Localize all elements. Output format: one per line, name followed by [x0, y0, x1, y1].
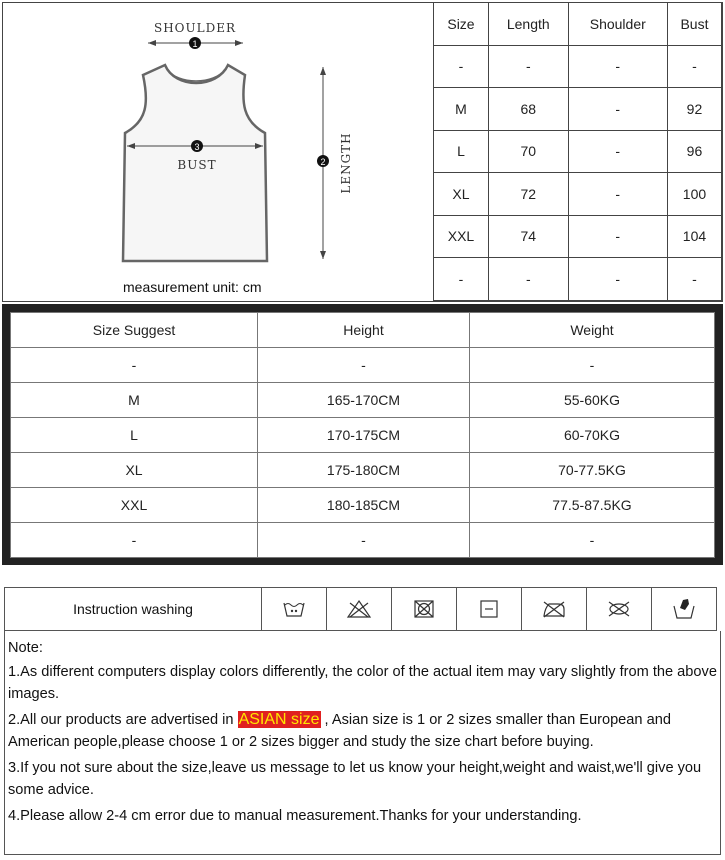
iron-low-icon	[522, 588, 587, 631]
table-row	[434, 45, 722, 88]
size-measurement-table	[433, 2, 722, 301]
header-size-suggest: Size Suggest	[11, 313, 258, 348]
table-row	[11, 488, 715, 523]
table-cell: -	[568, 173, 667, 216]
do-not-bleach-icon	[327, 588, 392, 631]
svg-text:1: 1	[192, 39, 198, 49]
table-row	[11, 453, 715, 488]
table-cell: L	[434, 130, 489, 173]
bust-label: BUST	[177, 158, 217, 172]
table-cell: -	[470, 523, 715, 558]
table-cell: 180-185CM	[258, 488, 470, 523]
table-cell: -	[434, 258, 489, 301]
svg-text:2: 2	[320, 157, 326, 167]
table-cell: -	[434, 45, 489, 88]
table-row	[11, 523, 715, 558]
table-header-row	[11, 313, 715, 348]
garment-illustration	[3, 3, 433, 283]
note-4: 4.Please allow 2-4 cm error due to manual measurement.Thanks for your understanding.	[8, 808, 582, 824]
table-cell: -	[568, 258, 667, 301]
table-cell: -	[568, 45, 667, 88]
table-cell: XXL	[11, 488, 258, 523]
table-cell: -	[568, 88, 667, 131]
table-cell: 74	[488, 215, 568, 258]
table-cell: -	[258, 348, 470, 383]
table-cell: -	[470, 348, 715, 383]
table-cell: XL	[434, 173, 489, 216]
measurement-unit: measurement unit: cm	[123, 279, 262, 295]
header-weight: Weight	[470, 313, 715, 348]
note-3: 3.If you not sure about the size,leave us message to let us know your height,weight and waist,we'll give you some advice.	[8, 760, 702, 798]
table-cell: XXL	[434, 215, 489, 258]
header-length: Length	[488, 3, 568, 46]
note-2-continued: American people,please choose 1 or 2 sizes bigger and study the size chart before buying.	[8, 734, 594, 750]
table-cell: -	[488, 45, 568, 88]
table-cell: 104	[667, 215, 721, 258]
table-row	[434, 173, 722, 216]
table-cell: -	[258, 523, 470, 558]
table-cell: -	[568, 130, 667, 173]
asian-size-highlight: ASIAN size	[238, 711, 320, 728]
shoulder-label: SHOULDER	[153, 21, 237, 35]
table-cell: 165-170CM	[258, 383, 470, 418]
table-cell: M	[11, 383, 258, 418]
washing-instructions	[4, 587, 717, 631]
table-cell: -	[667, 45, 721, 88]
header-shoulder: Shoulder	[568, 3, 667, 46]
notes-title: Note:	[8, 640, 43, 656]
note-2: 2.All our products are advertised in ASIAN size , Asian size is 1 or 2 sizes smaller than European and American people,please choose 1 or 2 sizes bigger and study the size chart before buying.	[8, 711, 671, 750]
table-row	[434, 88, 722, 131]
table-cell: 92	[667, 88, 721, 131]
table-cell: 77.5-87.5KG	[470, 488, 715, 523]
size-suggest-panel	[2, 304, 723, 565]
table-cell: 175-180CM	[258, 453, 470, 488]
table-cell: -	[11, 523, 258, 558]
table-cell: 170-175CM	[258, 418, 470, 453]
table-cell: -	[667, 258, 721, 301]
size-suggest-table	[10, 312, 715, 558]
table-row	[11, 383, 715, 418]
table-cell: M	[434, 88, 489, 131]
table-cell: -	[568, 215, 667, 258]
svg-text:3: 3	[194, 142, 200, 152]
table-row	[11, 418, 715, 453]
table-header-row	[434, 3, 722, 46]
table-cell: 68	[488, 88, 568, 131]
table-cell: 100	[667, 173, 721, 216]
tank-top-diagram	[3, 3, 433, 301]
table-cell: -	[488, 258, 568, 301]
header-bust: Bust	[667, 3, 721, 46]
header-height: Height	[258, 313, 470, 348]
length-label: LENGTH	[339, 132, 353, 194]
table-cell: XL	[11, 453, 258, 488]
note-1: 1.As different computers display colors differently, the color of the actual item may vary slightly from the above images.	[8, 664, 717, 702]
do-not-wring-icon	[652, 588, 717, 631]
table-row	[434, 215, 722, 258]
table-cell: -	[11, 348, 258, 383]
table-row	[11, 348, 715, 383]
table-cell: 60-70KG	[470, 418, 715, 453]
table-cell: L	[11, 418, 258, 453]
table-row	[434, 130, 722, 173]
do-not-dry-clean-icon	[587, 588, 652, 631]
table-cell: 96	[667, 130, 721, 173]
table-row	[434, 258, 722, 301]
table-cell: 55-60KG	[470, 383, 715, 418]
header-size: Size	[434, 3, 489, 46]
washing-row	[5, 588, 717, 631]
notes-section	[4, 631, 721, 855]
dry-flat-icon	[457, 588, 522, 631]
table-cell: 70-77.5KG	[470, 453, 715, 488]
table-cell: 72	[488, 173, 568, 216]
hand-wash-icon	[262, 588, 327, 631]
do-not-tumble-dry-icon	[392, 588, 457, 631]
washing-label: Instruction washing	[5, 588, 262, 631]
table-cell: 70	[488, 130, 568, 173]
size-chart-panel	[2, 2, 723, 302]
